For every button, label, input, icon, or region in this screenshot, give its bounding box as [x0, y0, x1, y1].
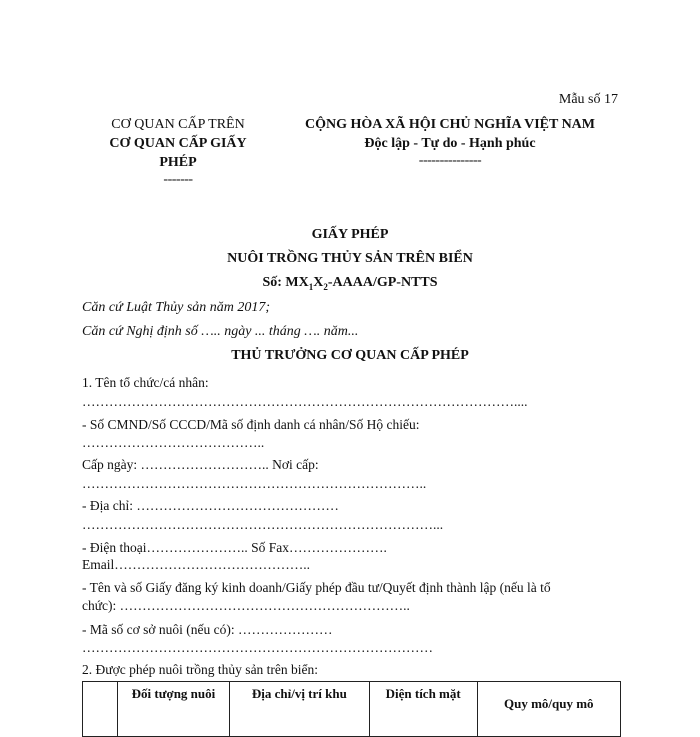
address-field: ……………………………………………………………………...	[82, 517, 444, 532]
permitted-activity-label: 2. Được phép nuôi trồng thủy sản trên biển:	[82, 662, 319, 677]
document-title: GIẤY PHÉP	[311, 227, 389, 242]
left-header-rule: -------	[163, 172, 193, 187]
table-header-row	[83, 682, 621, 737]
phone-fax-line: - Điện thoại………………….. Số Fax………………….	[82, 540, 387, 555]
permit-number-sub1: 1	[308, 281, 314, 292]
table-header-location: Địa chỉ/vị trí khu	[229, 682, 369, 737]
permit-number-prefix: Số: MX	[262, 275, 309, 290]
right-header-rule: ---------------	[418, 153, 482, 168]
authority-heading: THỦ TRƯỞNG CƠ QUAN CẤP PHÉP	[231, 348, 469, 363]
issue-date-place-line: Cấp ngày: ……………………….. Nơi cấp:	[82, 457, 319, 472]
table-header-scale: Quy mô/quy mô	[477, 682, 620, 737]
permit-number	[80, 275, 620, 292]
issue-place-field: …………………………………………………………………..	[82, 476, 427, 491]
national-motto: Độc lập - Tự do - Hạnh phúc	[364, 136, 536, 151]
org-name-label: 1. Tên tổ chức/cá nhân:	[82, 375, 209, 390]
national-header	[280, 115, 620, 169]
issuing-agency-name-line1: CƠ QUAN CẤP GIẤY	[109, 136, 247, 151]
table-header-area: Diện tích mặt	[369, 682, 477, 737]
id-number-label: - Số CMND/Số CCCD/Mã số định danh cá nhân/Số Hộ chiếu:	[82, 417, 420, 432]
aquaculture-schedule-table	[82, 681, 621, 737]
email-line: Email……………………………………..	[82, 557, 310, 572]
permit-number-mid: X	[313, 275, 324, 290]
table-header-index	[83, 682, 118, 737]
facility-code-field: ……………………………………………………………………	[82, 640, 433, 655]
parent-agency-name: CƠ QUAN CẤP TRÊN	[111, 117, 245, 132]
issuing-authority-header	[78, 115, 278, 188]
document-subtitle: NUÔI TRỒNG THỦY SẢN TRÊN BIỂN	[227, 251, 473, 266]
form-number: Mẫu số 17	[558, 92, 618, 107]
business-registration-line1: - Tên và số Giấy đăng ký kinh doanh/Giấy phép đầu tư/Quyết định thành lập (nếu là tổ	[82, 580, 551, 595]
table-header-species: Đối tượng nuôi	[117, 682, 229, 737]
permit-number-suffix: -AAAA/GP-NTTS	[327, 275, 438, 290]
country-name: CỘNG HÒA XÃ HỘI CHỦ NGHĨA VIỆT NAM	[304, 117, 595, 132]
permit-number-sub2: 2	[323, 281, 328, 292]
issuing-agency-name-line2: PHÉP	[159, 155, 197, 170]
facility-code-line: - Mã số cơ sở nuôi (nếu có): …………………	[82, 622, 333, 637]
address-line: - Địa chỉ: ………………………………………	[82, 498, 339, 513]
id-number-field: …………………………………..	[82, 435, 265, 450]
business-registration-line2: chức): ………………………………………………………..	[82, 598, 410, 613]
legal-basis-law: Căn cứ Luật Thủy sản năm 2017;	[82, 300, 271, 315]
legal-basis-decree: Căn cứ Nghị định số ….. ngày ... tháng …. năm...	[82, 324, 359, 339]
org-name-field: ……………………………………………………………………………………....	[82, 394, 528, 409]
